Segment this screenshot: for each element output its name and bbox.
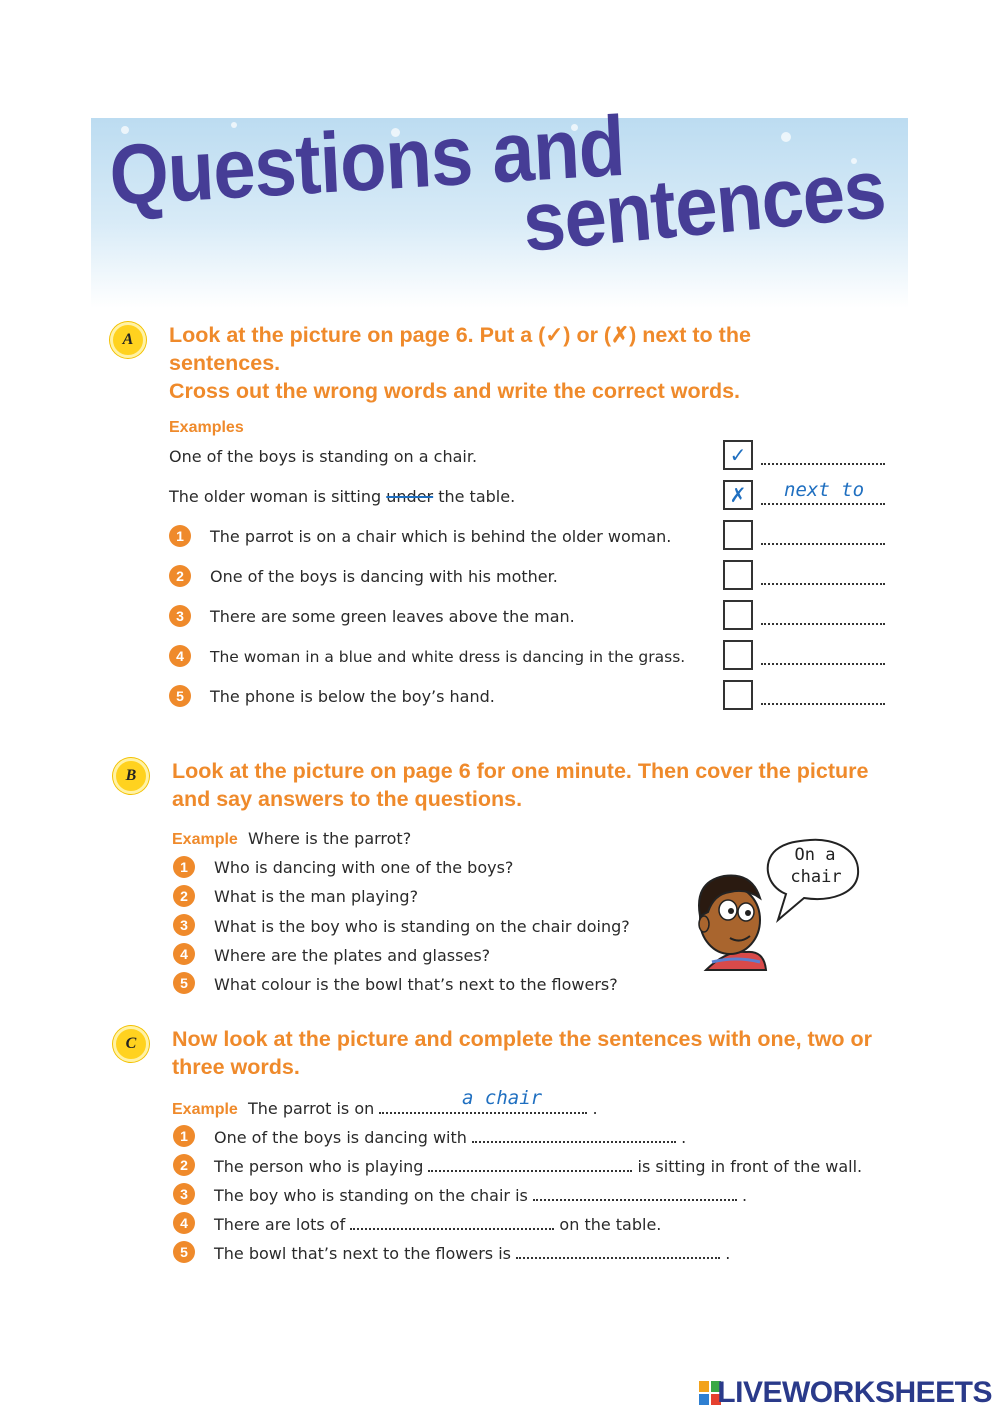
c-item-number-5: 5 — [173, 1241, 195, 1263]
c-item-number-1: 1 — [173, 1125, 195, 1147]
struck-word: under — [386, 487, 434, 506]
a-item-text-4: The woman in a blue and white dress is dancing in the grass. — [210, 648, 686, 666]
c-item-number-4: 4 — [173, 1212, 195, 1234]
section-b-instruction: Look at the picture on page 6 for one minute. Then cover the picture and say answers to the questions. — [172, 759, 869, 811]
b-item-text-5: What colour is the bowl that’s next to the flowers? — [214, 975, 618, 994]
example-sentence-1: One of the boys is standing on a chair. — [169, 447, 478, 466]
b-item-number-3: 3 — [173, 914, 195, 936]
example-answer-2: next to — [784, 479, 865, 501]
c-item-text-1: One of the boys is dancing with . — [214, 1128, 687, 1147]
section-b-badge: B — [113, 758, 149, 794]
b-item-number-4: 4 — [173, 943, 195, 965]
c-blank-1[interactable] — [472, 1127, 676, 1143]
section-c-badge: C — [113, 1026, 149, 1062]
c-item-text-4: There are lots of on the table. — [214, 1215, 662, 1234]
a-item-text-2: One of the boys is dancing with his mother. — [210, 567, 558, 586]
example-checkbox-1[interactable]: ✓ — [723, 440, 753, 470]
a-item-text-3: There are some green leaves above the man. — [210, 607, 575, 626]
a-item-number-4: 4 — [169, 645, 191, 667]
a-item-answer-line-2[interactable] — [761, 573, 885, 585]
c-item-text-5: The bowl that’s next to the flowers is . — [214, 1244, 731, 1263]
c-blank-4[interactable] — [350, 1214, 554, 1230]
c-blank-5[interactable] — [516, 1243, 720, 1259]
c-item-text-2: The person who is playing is sitting in front of the wall. — [214, 1157, 863, 1176]
a-item-number-1: 1 — [169, 525, 191, 547]
page-title-line1: Questions and — [107, 98, 627, 224]
b-item-number-5: 5 — [173, 972, 195, 994]
a-item-checkbox-4[interactable] — [723, 640, 753, 670]
a-item-checkbox-5[interactable] — [723, 680, 753, 710]
section-a-badge: A — [110, 322, 146, 358]
a-item-text-5: The phone is below the boy’s hand. — [210, 687, 495, 706]
a-item-answer-line-3[interactable] — [761, 613, 885, 625]
a-item-text-1: The parrot is on a chair which is behind the older woman. — [210, 527, 672, 546]
a-item-number-3: 3 — [169, 605, 191, 627]
a-item-checkbox-1[interactable] — [723, 520, 753, 550]
b-item-text-1: Who is dancing with one of the boys? — [214, 858, 514, 877]
example-filled-answer: a chair — [462, 1087, 543, 1109]
section-a-instruction: Look at the picture on page 6. Put a (✓) or (✗) next to the sentences. Cross out the wrong words and write the correct words. — [169, 323, 751, 403]
b-item-number-2: 2 — [173, 885, 195, 907]
section-b-example: Example Where is the parrot? — [172, 829, 412, 848]
a-item-number-5: 5 — [169, 685, 191, 707]
b-item-text-4: Where are the plates and glasses? — [214, 946, 491, 965]
b-item-text-3: What is the boy who is standing on the chair doing? — [214, 917, 630, 936]
section-a-examples-label: Examples — [169, 419, 244, 436]
c-blank-2[interactable] — [428, 1156, 632, 1172]
boy-illustration — [680, 832, 865, 980]
a-item-answer-line-1[interactable] — [761, 533, 885, 545]
example-sentence-2: The older woman is sitting under the table. — [169, 487, 516, 506]
footer-brand[interactable]: LIVEWORKSHEETS — [717, 1376, 992, 1409]
a-item-answer-line-5[interactable] — [761, 693, 885, 705]
page-title-line2: sentences — [519, 141, 889, 270]
c-blank-3[interactable] — [533, 1185, 737, 1201]
a-item-number-2: 2 — [169, 565, 191, 587]
a-item-checkbox-3[interactable] — [723, 600, 753, 630]
section-c-instruction: Now look at the picture and complete the sentences with one, two or three words. — [172, 1027, 873, 1079]
example-answer-line-1[interactable] — [761, 453, 885, 465]
example-checkbox-2[interactable]: ✗ — [723, 480, 753, 510]
a-item-answer-line-4[interactable] — [761, 653, 885, 665]
section-c-example: Example The parrot is on . — [172, 1099, 598, 1118]
speech-line-2: chair — [790, 867, 842, 887]
c-item-number-3: 3 — [173, 1183, 195, 1205]
c-item-number-2: 2 — [173, 1154, 195, 1176]
a-item-checkbox-2[interactable] — [723, 560, 753, 590]
b-item-text-2: What is the man playing? — [214, 887, 419, 906]
c-item-text-3: The boy who is standing on the chair is . — [214, 1186, 748, 1205]
b-item-number-1: 1 — [173, 856, 195, 878]
speech-line-1: On a — [794, 845, 836, 865]
